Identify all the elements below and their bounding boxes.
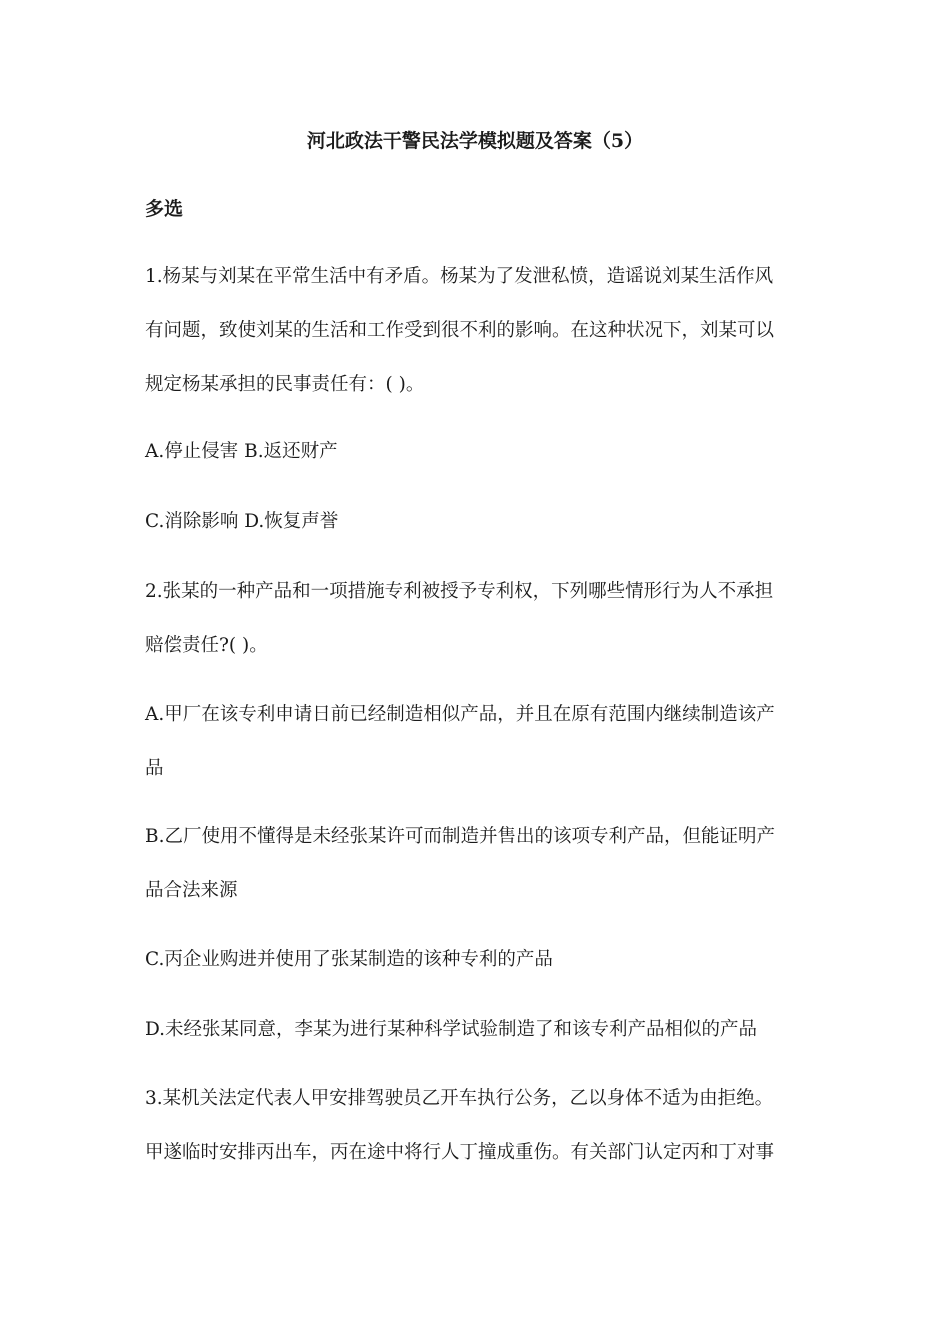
text-line: 赔偿责任?( )。: [145, 635, 268, 656]
option-line: D.未经张某同意，李某为进行某种科学试验制造了和该专利产品相似的产品: [145, 1019, 758, 1040]
text-line: 规定杨某承担的民事责任有：( )。: [145, 374, 425, 395]
text-line: 2.张某的一种产品和一项措施专利被授予专利权，下列哪些情形行为人不承担: [145, 581, 774, 602]
text-line: 甲遂临时安排丙出车，丙在途中将行人丁撞成重伤。有关部门认定丙和丁对事: [145, 1142, 775, 1163]
text-line: 有问题，致使刘某的生活和工作受到很不利的影响。在这种状况下，刘某可以: [145, 320, 775, 341]
option-line: B.乙厂使用不懂得是未经张某许可而制造并售出的该项专利产品，但能证明产: [145, 826, 775, 847]
text-line: 1.杨某与刘某在平常生活中有矛盾。杨某为了发泄私愤，造谣说刘某生活作风: [145, 266, 774, 287]
section-heading: 多选: [145, 198, 184, 220]
option-line: 品合法来源: [145, 880, 238, 901]
document-title: 河北政法干警民法学模拟题及答案（5）: [306, 130, 644, 152]
option-line: C.消除影响 D.恢复声誉: [145, 511, 339, 532]
text-line: 3.某机关法定代表人甲安排驾驶员乙开车执行公务，乙以身体不适为由拒绝。: [145, 1088, 774, 1109]
option-line: C.丙企业购进并使用了张某制造的该种专利的产品: [145, 949, 553, 970]
option-line: A.甲厂在该专利申请日前已经制造相似产品，并且在原有范围内继续制造该产: [145, 704, 775, 725]
option-line: 品: [145, 758, 164, 779]
option-line: A.停止侵害 B.返还财产: [145, 441, 338, 462]
